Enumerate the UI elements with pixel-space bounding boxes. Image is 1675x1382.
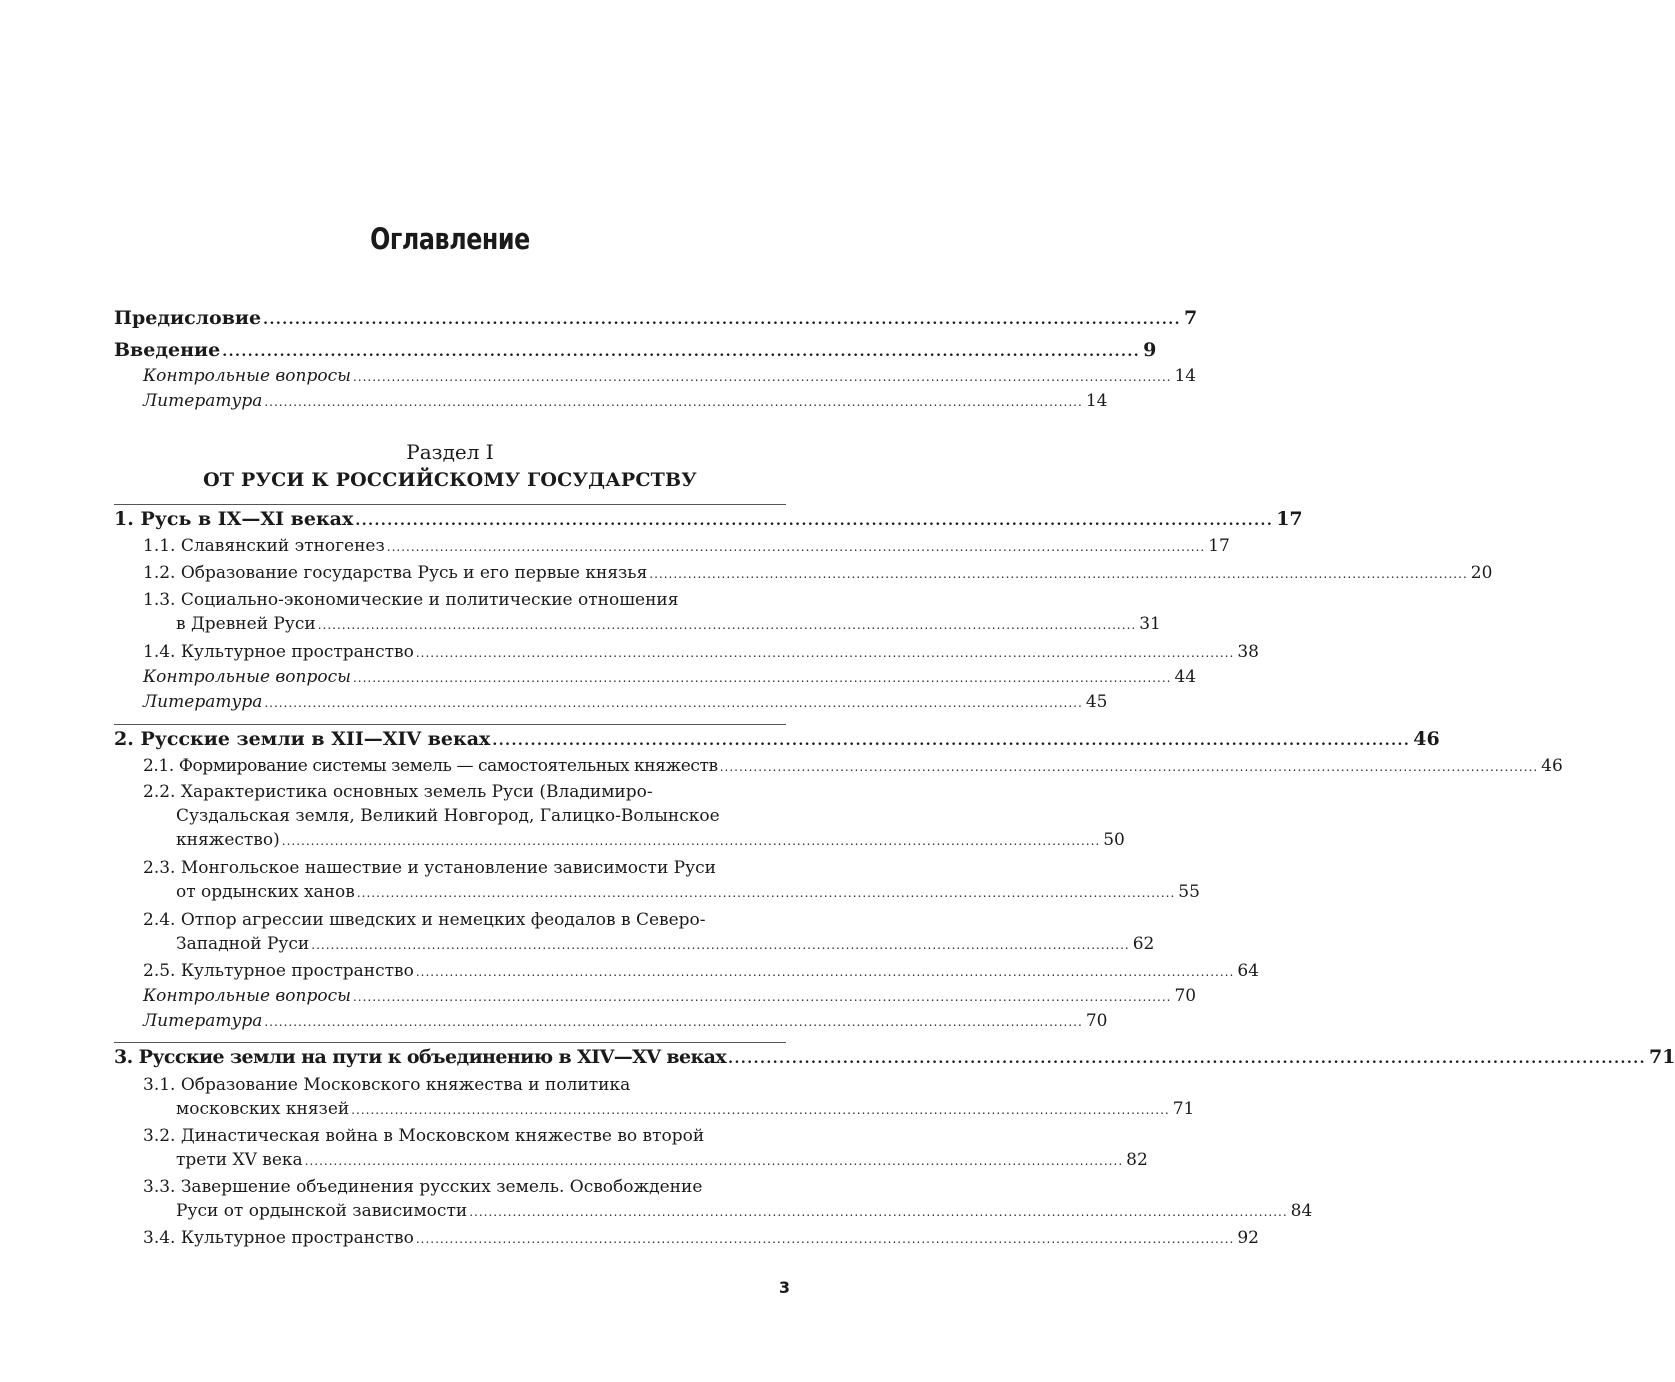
divider [114,724,786,725]
toc-page-number: 64 [1237,961,1259,981]
leader-dots: .......................................................................................................................................................................... [311,938,1130,952]
toc-page-number: 62 [1132,934,1155,954]
toc-page-number: 44 [1174,667,1197,687]
toc-entry-3-1-line1[interactable]: 3.1. Образование Московского княжества и политика [143,1075,631,1095]
toc-entry-label: 3. Русские земли на пути к объединению в XIV—XV веках [114,1046,727,1068]
toc-entry-1-1[interactable] [143,536,1230,556]
toc-page-number: 92 [1237,1228,1259,1248]
toc-entry-3-2-line1[interactable]: 3.2. Династическая война в Московском княжестве во второй [143,1126,705,1146]
toc-entry-1-3[interactable] [176,614,1161,634]
toc-entry-intro-literature[interactable] [143,391,1108,411]
toc-page-number: 14 [1085,391,1108,411]
toc-entry-2-4-line1[interactable]: 2.4. Отпор агрессии шведских и немецких феодалов в Северо- [143,910,706,930]
toc-page-number: 7 [1183,307,1198,329]
toc-entry-3-2[interactable] [176,1150,1148,1170]
toc-page-number: 38 [1237,642,1259,662]
toc-entry-2-3[interactable] [176,882,1200,902]
leader-dots: .......................................................................................................................................................................... [415,1232,1235,1246]
toc-entry-3-1[interactable] [176,1099,1195,1119]
leader-dots: .......................................................................................................................................................................... [649,567,1468,581]
toc-page-number: 50 [1103,830,1125,850]
toc-page-number: 46 [1541,756,1563,776]
section-title: ОТ РУСИ К РОССИЙСКОМУ ГОСУДАРСТВУ [203,469,697,491]
page-number: 3 [778,1278,790,1297]
toc-entry-label: Литература [143,391,263,411]
toc-entry-2-questions[interactable] [143,986,1197,1006]
toc-page-number: 71 [1172,1099,1195,1119]
leader-dots: .......................................................................................................................................................................... [281,834,1101,848]
section-heading: Раздел I [406,440,494,464]
toc-entry-label: 2. Русские земли в XII—XIV веках [114,728,491,750]
leader-dots: ................................................................................................................................................ [728,1051,1646,1067]
toc-entry-label: Руси от ордынской зависимости [176,1201,468,1221]
leader-dots: .......................................................................................................................................................................... [264,696,1083,710]
toc-entry-2-2-line2[interactable]: Суздальская земля, Великий Новгород, Галицко-Волынское [176,806,720,826]
toc-page-number: 17 [1276,508,1303,530]
leader-dots: ................................................................................................................................................ [355,513,1274,529]
leader-dots: .......................................................................................................................................................................... [415,965,1235,979]
toc-entry-intro-questions[interactable] [143,366,1197,386]
toc-entry-2-2[interactable] [176,830,1125,850]
toc-entry-1-questions[interactable] [143,667,1197,687]
toc-entry-2-1[interactable] [143,756,1563,776]
toc-entry-1-2[interactable] [143,563,1493,583]
leader-dots: .......................................................................................................................................................................... [351,1103,1170,1117]
toc-entry-label: трети XV века [176,1150,303,1170]
toc-entry-1-4[interactable] [143,642,1259,662]
leader-dots: .......................................................................................................................................................................... [352,370,1172,384]
toc-entry-label: 3.4. Культурное пространство [143,1228,414,1248]
toc-entry-preface[interactable] [114,307,1198,329]
toc-page-number: 55 [1178,882,1200,902]
toc-entry-label: московских князей [176,1099,350,1119]
page-title: Оглавление [370,222,530,256]
toc-entry-label: Введение [114,339,221,361]
leader-dots: .......................................................................................................................................................................... [719,760,1539,774]
toc-entry-label: в Древней Руси [176,614,316,634]
toc-entry-label: 2.5. Культурное пространство [143,961,414,981]
toc-page-number: 20 [1470,563,1493,583]
toc-entry-label: 2.1. Формирование системы земель — самостоятельных княжеств [143,756,718,776]
leader-dots: .......................................................................................................................................................................... [264,1015,1083,1029]
toc-page-number: 9 [1143,339,1157,361]
toc-entry-label: 1.2. Образование государства Русь и его первые князья [143,563,648,583]
toc-page-number: 14 [1174,366,1197,386]
toc-entry-2-3-line1[interactable]: 2.3. Монгольское нашествие и установление зависимости Руси [143,858,716,878]
toc-entry-1-literature[interactable] [143,692,1108,712]
toc-page-number: 70 [1174,986,1197,1006]
toc-page-number: 71 [1648,1046,1675,1068]
toc-entry-3-4[interactable] [143,1228,1259,1248]
toc-entry-label: Предисловие [114,307,262,329]
divider [114,504,786,505]
leader-dots: .......................................................................................................................................................................... [386,540,1206,554]
leader-dots: .......................................................................................................................................................................... [469,1205,1288,1219]
leader-dots: .......................................................................................................................................................................... [356,886,1176,900]
leader-dots: ................................................................................................................................................ [222,344,1141,360]
toc-entry-label: княжество) [176,830,280,850]
toc-page-number: 82 [1126,1150,1148,1170]
toc-entry-label: Литература [143,1011,263,1031]
leader-dots: ................................................................................................................................................ [263,312,1181,328]
toc-entry-2-4[interactable] [176,934,1155,954]
toc-entry-label: Контрольные вопросы [143,986,351,1006]
leader-dots: .......................................................................................................................................................................... [352,671,1172,685]
toc-page-number: 31 [1139,614,1161,634]
toc-entry-label: от ордынских ханов [176,882,355,902]
leader-dots: .......................................................................................................................................................................... [317,618,1137,632]
toc-entry-3-3[interactable] [176,1201,1313,1221]
toc-chapter-1[interactable] [114,508,1303,530]
toc-entry-introduction[interactable] [114,339,1157,361]
toc-entry-2-2-line1[interactable]: 2.2. Характеристика основных земель Руси (Владимиро- [143,782,653,802]
toc-entry-1-3-line1[interactable]: 1.3. Социально-экономические и политические отношения [143,590,679,610]
toc-chapter-3[interactable] [114,1046,1675,1068]
toc-page-number: 70 [1085,1011,1108,1031]
leader-dots: .......................................................................................................................................................................... [352,990,1172,1004]
toc-page-number: 46 [1413,728,1440,750]
toc-entry-label: Контрольные вопросы [143,667,351,687]
toc-page-number: 84 [1290,1201,1313,1221]
toc-entry-label: 1.4. Культурное пространство [143,642,414,662]
toc-entry-label: Литература [143,692,263,712]
toc-entry-2-literature[interactable] [143,1011,1108,1031]
toc-entry-label: 1. Русь в IX—XI веках [114,508,354,530]
toc-chapter-2[interactable] [114,728,1440,750]
leader-dots: ................................................................................................................................................ [492,733,1411,749]
toc-entry-2-5[interactable] [143,961,1259,981]
toc-page-number: 17 [1208,536,1230,556]
toc-entry-label: Западной Руси [176,934,310,954]
toc-entry-3-3-line1[interactable]: 3.3. Завершение объединения русских земель. Освобождение [143,1177,703,1197]
toc-page-number: 45 [1085,692,1108,712]
leader-dots: .......................................................................................................................................................................... [304,1154,1124,1168]
toc-entry-label: 1.1. Славянский этногенез [143,536,385,556]
divider [114,1042,786,1043]
leader-dots: .......................................................................................................................................................................... [264,395,1083,409]
leader-dots: .......................................................................................................................................................................... [415,646,1235,660]
toc-entry-label: Контрольные вопросы [143,366,351,386]
